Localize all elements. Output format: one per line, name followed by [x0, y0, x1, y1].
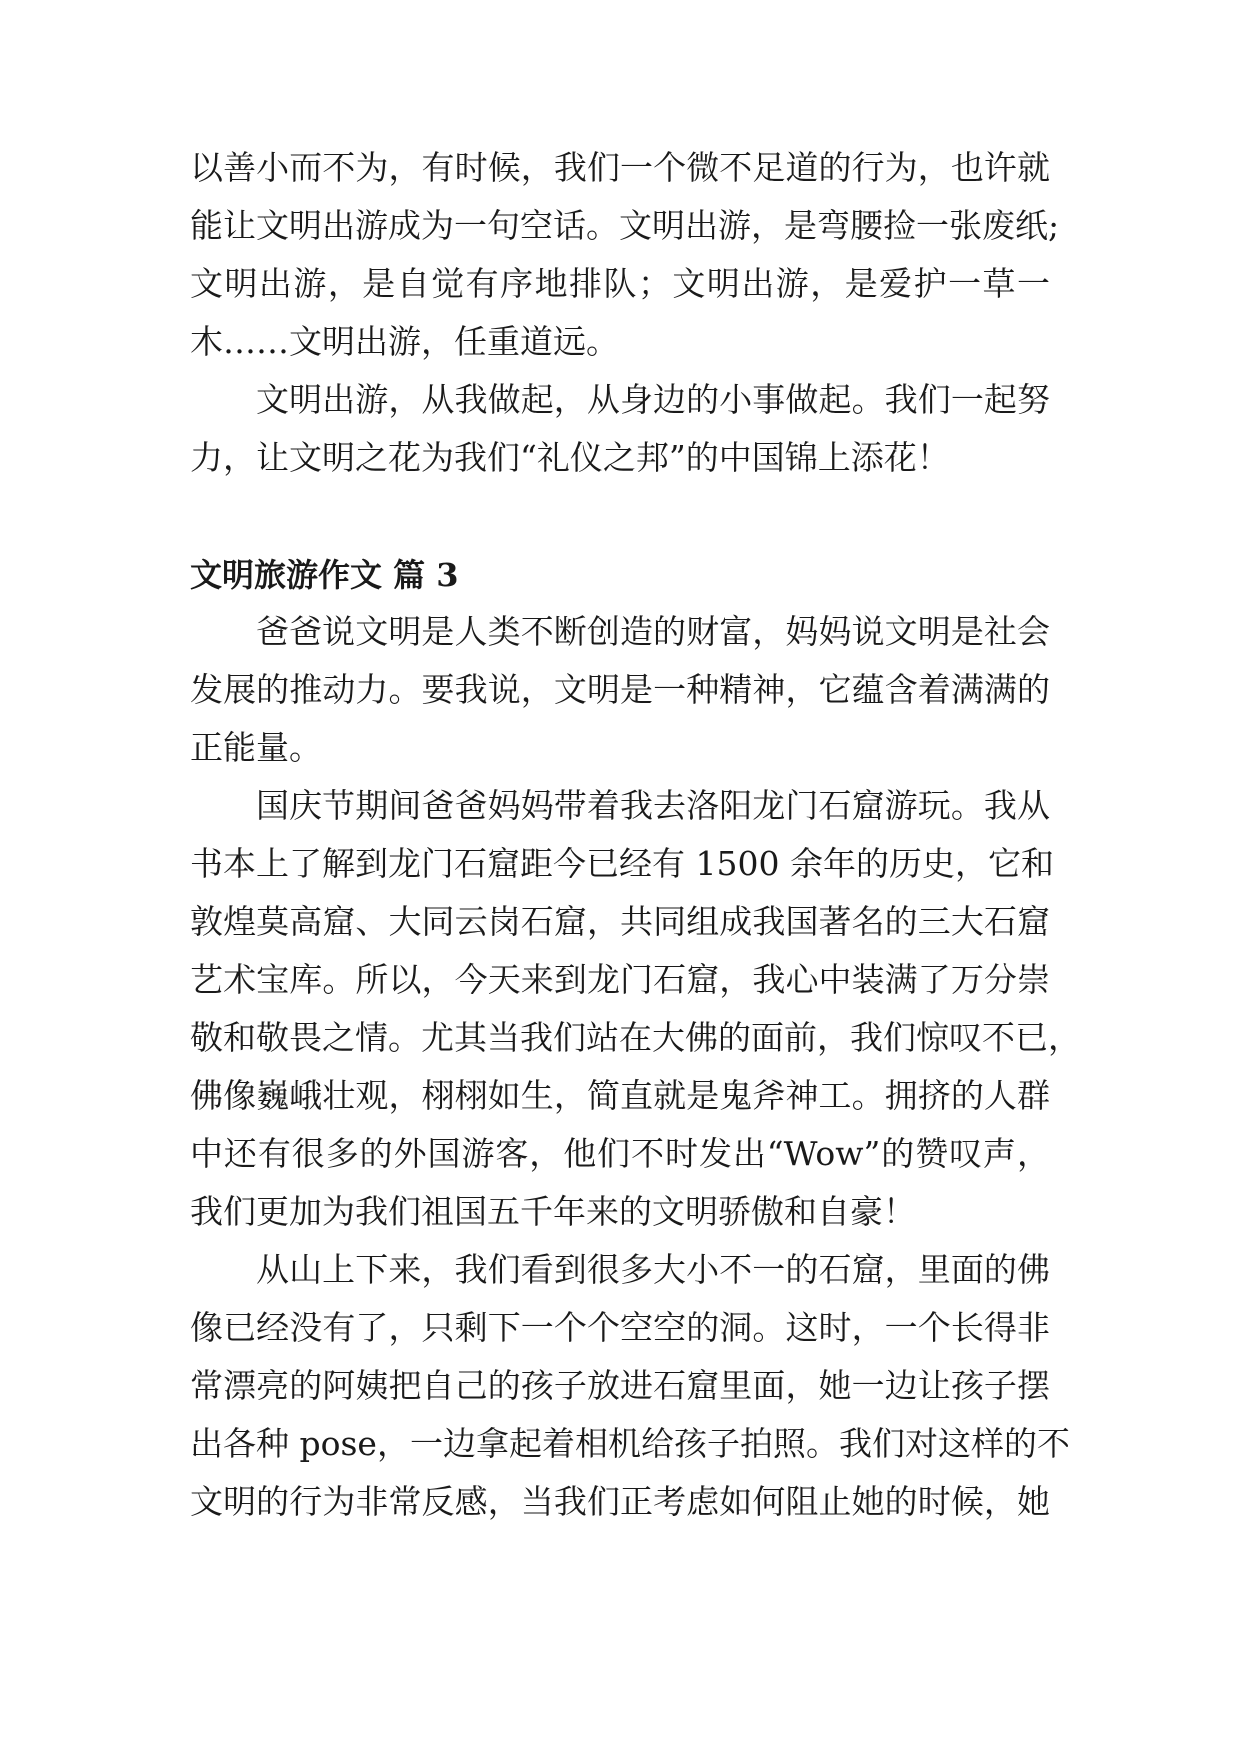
text-line: 能让文明出游成为一句空话。文明出游，是弯腰捡一张废纸; [190, 206, 1060, 245]
section-heading: 文明旅游作文 篇 3 [190, 556, 459, 594]
text-line: 我们更加为我们祖国五千年来的文明骄傲和自豪！ [190, 1192, 916, 1231]
text-line: 文明出游，从我做起，从身边的小事做起。我们一起努 [256, 380, 1050, 419]
text-line: 正能量。 [190, 728, 322, 767]
text-line: 敬和敬畏之情。尤其当我们站在大佛的面前，我们惊叹不已， [190, 1018, 1081, 1057]
text-line: 国庆节期间爸爸妈妈带着我去洛阳龙门石窟游玩。我从 [256, 786, 1050, 825]
text-line: 从山上下来，我们看到很多大小不一的石窟，里面的佛 [256, 1250, 1050, 1289]
text-line: 佛像巍峨壮观，栩栩如生，简直就是鬼斧神工。拥挤的人群 [190, 1076, 1050, 1115]
text-line: 出各种 pose，一边拿起着相机给孩子拍照。我们对这样的不 [190, 1424, 1070, 1463]
text-line: 中还有很多的外国游客，他们不时发出“Wow”的赞叹声， [190, 1134, 1050, 1173]
text-line: 常漂亮的阿姨把自己的孩子放进石窟里面，她一边让孩子摆 [190, 1366, 1050, 1405]
text-line: 书本上了解到龙门石窟距今已经有 1500 余年的历史，它和 [190, 844, 1054, 883]
text-line: 文明的行为非常反感，当我们正考虑如何阻止她的时候，她 [190, 1482, 1050, 1521]
text-line: 力，让文明之花为我们“礼仪之邦”的中国锦上添花！ [190, 438, 950, 477]
text-line: 敦煌莫高窟、大同云岗石窟，共同组成我国著名的三大石窟 [190, 902, 1050, 941]
text-line: 木……文明出游，任重道远。 [190, 322, 619, 361]
text-line: 艺术宝库。所以，今天来到龙门石窟，我心中装满了万分崇 [190, 960, 1050, 999]
text-line: 像已经没有了，只剩下一个个空空的洞。这时，一个长得非 [190, 1308, 1050, 1347]
text-line: 发展的推动力。要我说，文明是一种精神，它蕴含着满满的 [190, 670, 1050, 709]
text-line: 爸爸说文明是人类不断创造的财富，妈妈说文明是社会 [256, 612, 1050, 651]
text-line: 以善小而不为，有时候，我们一个微不足道的行为，也许就 [190, 148, 1050, 187]
text-line: 文明出游，是自觉有序地排队；文明出游，是爱护一草一 [190, 264, 1050, 303]
